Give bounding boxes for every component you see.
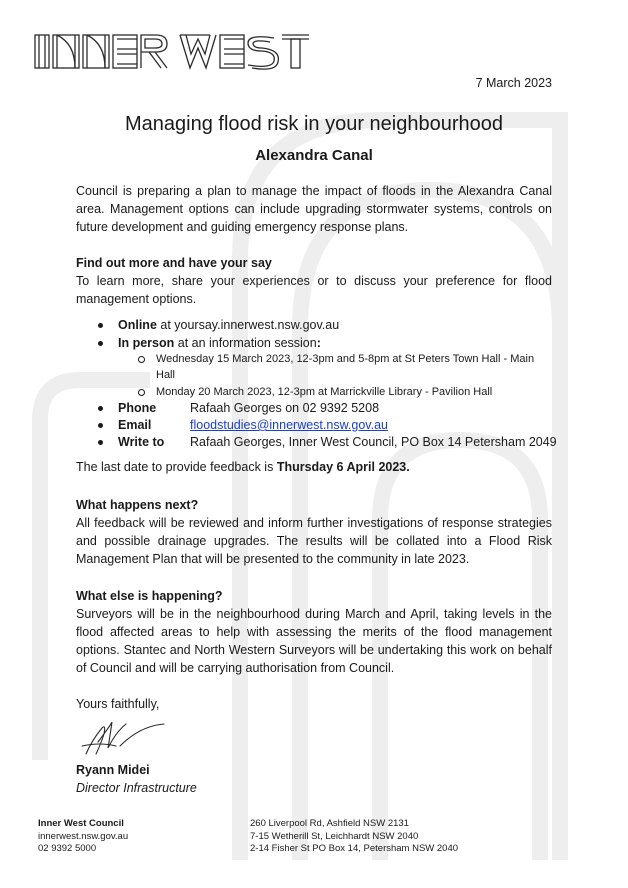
letter-date: 7 March 2023 [475,76,552,90]
bullet-icon [98,406,103,411]
next-heading: What happens next? [76,498,199,512]
email-label: Email [118,418,152,432]
write-label: Write to [118,435,165,449]
footer-phone: 02 9392 5000 [38,843,97,854]
bullet-icon [98,440,103,445]
deadline-text: The last date to provide feedback is Thursday 6 April 2023. [76,460,410,474]
next-section [76,496,552,568]
footer-contact [38,818,128,856]
find-out-heading: Find out more and have your say [76,256,272,270]
footer-addresses [250,818,458,856]
footer-website: innerwest.nsw.gov.au [38,830,129,842]
signatory-name: Ryann Midei [76,763,150,777]
bullet-icon [98,423,103,428]
footer-address: 2-14 Fisher St PO Box 14, Petersham NSW 2040 [250,843,459,854]
deadline-date: Thursday 6 April 2023. [276,460,410,474]
else-text: Surveyors will be in the neighbourhood during March and April, taking levels in the flood affected areas to help with assessing the merits of the flood management options. Stantec and North Western Surveyors will be undertaking this work on behalf of Council and will be carrying authorisation from Council. [76,607,552,675]
online-label: Online [118,318,157,332]
find-out-text: To learn more, share your experiences or to discuss your preference for flood management options. [76,274,552,306]
page-subtitle: Alexandra Canal [255,147,373,164]
in-person-text: at an information session [174,336,317,350]
page-title: Managing flood risk in your neighbourhood [124,113,504,135]
footer-address: 260 Liverpool Rd, Ashfield NSW 2131 [250,818,409,829]
bullet-icon [98,341,103,346]
in-person-label: In person [118,336,175,350]
next-text: All feedback will be reviewed and inform further investigations of response strategies and possible drainage upgrades. The results will be collated into a Flood Risk Management Plan that will be presented to the community in late 2023. [76,516,552,566]
signatory [76,761,552,797]
find-out-section [76,254,552,308]
email-link[interactable]: floodstudies@innerwest.nsw.gov.au [190,418,388,432]
else-section [76,587,552,677]
phone-label: Phone [118,401,157,415]
inner-west-logo [34,34,310,70]
signatory-title: Director Infrastructure [76,781,197,795]
else-heading: What else is happening? [76,589,223,603]
footer-org: Inner West Council [38,818,124,829]
write-value: Rafaah Georges, Inner West Council, PO Box 14 Petersham 2049 [190,435,557,449]
closing-text: Yours faithfully, [76,697,160,711]
sub-bullet-icon [138,389,145,396]
bullet-icon [98,323,103,328]
phone-value: Rafaah Georges on 02 9392 5208 [190,401,380,415]
sub-bullet-icon [138,356,145,363]
footer-address: 7-15 Wetherill St, Leichhardt NSW 2040 [250,830,419,842]
signature-image [80,716,170,758]
intro-paragraph: Council is preparing a plan to manage the impact of floods in the Alexandra Canal area. Management options can include upgrading stormwater systems, controls on future development and guiding emergency response plans. [76,184,552,234]
online-text: at yoursay.innerwest.nsw.gov.au [156,318,340,332]
